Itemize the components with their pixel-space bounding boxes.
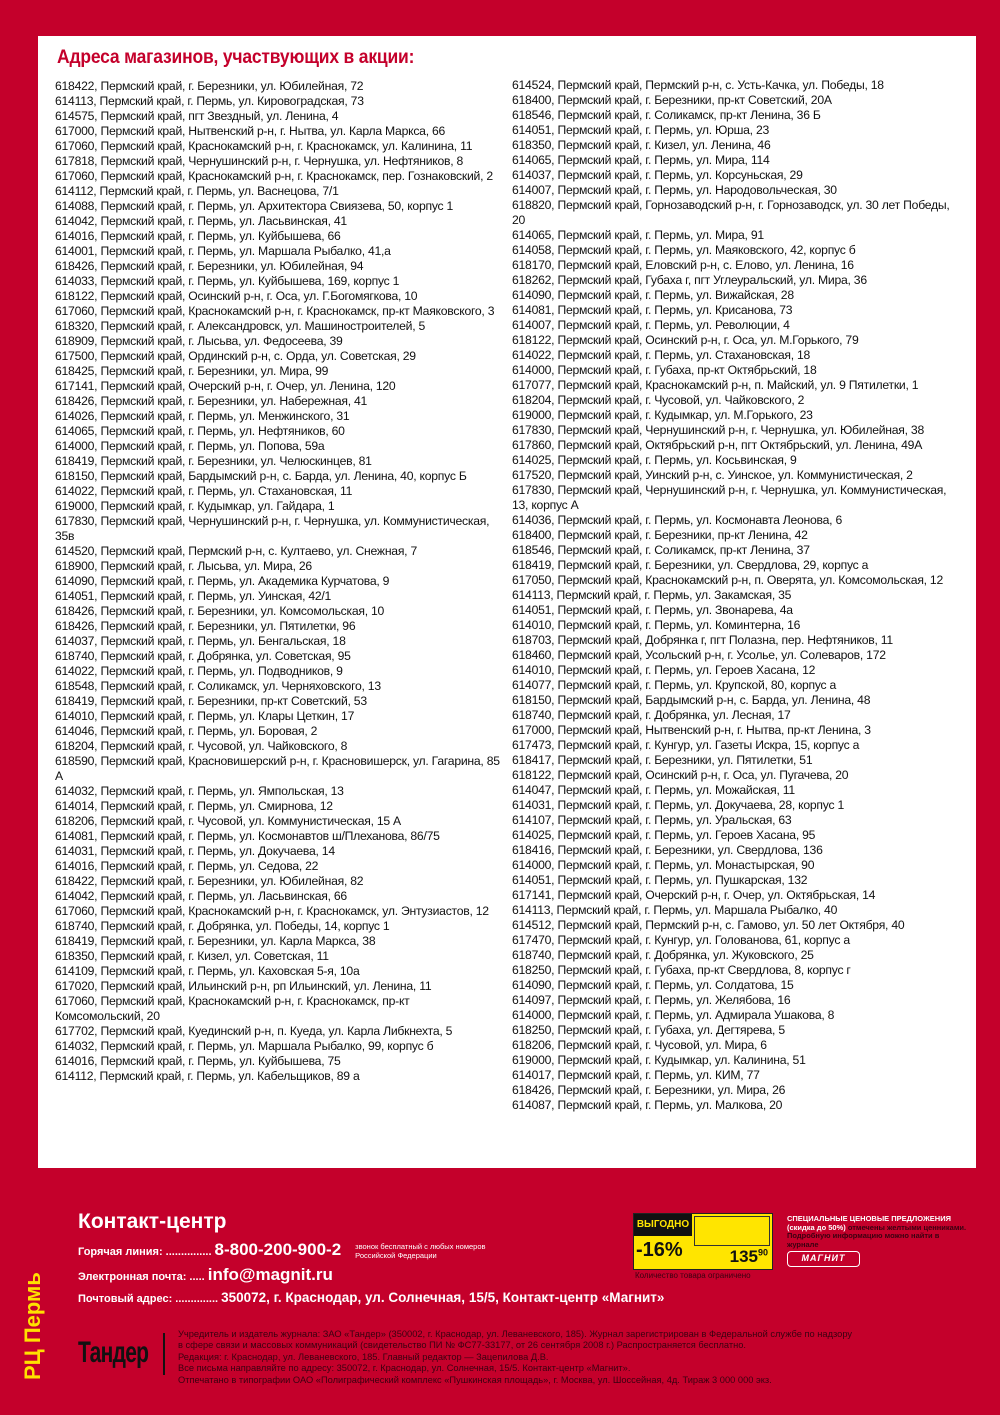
store-address: 618262, Пермский край, Губаха г, пгт Углеуральский, ул. Мира, 36 — [512, 273, 867, 287]
email-link[interactable]: info@magnit.ru — [207, 1265, 333, 1284]
region-label: РЦ Пермь — [20, 1272, 45, 1380]
store-address: 614575, Пермский край, пгт Звездный, ул. Ленина, 4 — [55, 109, 339, 123]
store-address: 618422, Пермский край, г. Березники, ул. Юбилейная, 72 — [55, 79, 364, 93]
store-address: 618204, Пермский край, г. Чусовой, ул. Чайковского, 2 — [512, 393, 805, 407]
store-address: 617520, Пермский край, Уинский р-н, с. Уинское, ул. Коммунистическая, 2 — [512, 468, 913, 482]
contact-center-title: Контакт-центр — [78, 1210, 227, 1233]
store-address: 614031, Пермский край, г. Пермь, ул. Докучаева, 14 — [55, 844, 335, 858]
promo-price-main: 135 — [729, 1247, 758, 1266]
store-address: 617830, Пермский край, Чернушинский р-н, г. Чернушка, ул. Юбилейная, 38 — [512, 423, 924, 437]
store-address: 617830, Пермский край, Чернушинский р-н, г. Чернушка, ул. Коммунистическая, 35в — [55, 514, 490, 543]
store-address: 617000, Пермский край, Нытвенский р-н, г. Нытва, ул. Карла Маркса, 66 — [55, 124, 446, 138]
store-address: 618426, Пермский край, г. Березники, ул. Пятилетки, 96 — [55, 619, 356, 633]
store-address: 617141, Пермский край, Очерский р-н, г. Очер, ул. Октябрьская, 14 — [512, 888, 876, 902]
promo-caption: Количество товара ограничено — [635, 1271, 751, 1280]
store-address: 618170, Пермский край, Еловский р-н, с. Елово, ул. Ленина, 16 — [512, 258, 854, 272]
store-address: 618900, Пермский край, г. Лысьва, ул. Мира, 26 — [55, 559, 312, 573]
store-address: 614010, Пермский край, г. Пермь, ул. Клары Цеткин, 17 — [55, 709, 355, 723]
hotline-row — [78, 1240, 486, 1260]
store-address: 614065, Пермский край, г. Пермь, ул. Нефтяников, 60 — [55, 424, 345, 438]
store-address: 618546, Пермский край, г. Соликамск, пр-кт Ленина, 37 — [512, 543, 810, 557]
store-address: 614090, Пермский край, г. Пермь, ул. Академика Курчатова, 9 — [55, 574, 390, 588]
promo-badge: ВЫГОДНО — [634, 1214, 692, 1236]
store-address: 614014, Пермский край, г. Пермь, ул. Смирнова, 12 — [55, 799, 333, 813]
magnit-logo: МАГНИТ — [787, 1251, 860, 1267]
store-address: 614113, Пермский край, г. Пермь, ул. Кировоградская, 73 — [55, 94, 364, 108]
legal-imprint — [178, 1329, 852, 1386]
store-address: 618122, Пермский край, Осинский р-н, г. Оса, ул. М.Горького, 79 — [512, 333, 859, 347]
store-address: 619000, Пермский край, г. Кудымкар, ул. М.Горького, 23 — [512, 408, 813, 422]
price-tag-example — [633, 1213, 773, 1270]
hotline-label: Горячая линия: ............... — [78, 1246, 212, 1258]
store-address: 614010, Пермский край, г. Пермь, ул. Героев Хасана, 12 — [512, 663, 816, 677]
store-address: 614107, Пермский край, г. Пермь, ул. Уральская, 63 — [512, 813, 792, 827]
legal-line: Все письма направляйте по адресу: 350072, г. Краснодар, ул. Солнечная, 15/5. Контакт-центр «Магнит». — [178, 1363, 631, 1374]
email-row — [78, 1265, 333, 1285]
store-address: 618546, Пермский край, г. Соликамск, пр-кт Ленина, 36 Б — [512, 108, 821, 122]
store-address: 614016, Пермский край, г. Пермь, ул. Куйбышева, 66 — [55, 229, 341, 243]
store-address: 617020, Пермский край, Ильинский р-н, рп Ильинский, ул. Ленина, 11 — [55, 979, 432, 993]
store-address: 618419, Пермский край, г. Березники, пр-кт Советский, 53 — [55, 694, 367, 708]
store-address: 618426, Пермский край, г. Березники, ул. Набережная, 41 — [55, 394, 368, 408]
store-address: 614000, Пермский край, г. Губаха, пр-кт Октябрьский, 18 — [512, 363, 817, 377]
store-address: 614007, Пермский край, г. Пермь, ул. Революции, 4 — [512, 318, 790, 332]
logo-divider — [163, 1333, 165, 1375]
hotline-note-2: Российской Федерации — [355, 1250, 437, 1260]
store-address: 617141, Пермский край, Очерский р-н, г. Очер, ул. Ленина, 120 — [55, 379, 396, 393]
store-address: 614037, Пермский край, г. Пермь, ул. Бенгальская, 18 — [55, 634, 346, 648]
page-title: Адреса магазинов, участвующих в акции: — [57, 47, 415, 68]
store-address: 617060, Пермский край, Краснокамский р-н, г. Краснокамск, пр-кт Маяковского, 3 — [55, 304, 495, 318]
store-address: 618250, Пермский край, г. Губаха, ул. Дегтярева, 5 — [512, 1023, 785, 1037]
promo-price — [730, 1247, 768, 1267]
store-address: 614051, Пермский край, г. Пермь, ул. Звонарева, 4а — [512, 603, 793, 617]
store-address: 614001, Пермский край, г. Пермь, ул. Маршала Рыбалко, 41,а — [55, 244, 391, 258]
store-address: 618150, Пермский край, Бардымский р-н, с. Барда, ул. Ленина, 48 — [512, 693, 871, 707]
hotline-note-1: звонок бесплатный с любых номеров — [355, 1241, 486, 1251]
store-address: 618909, Пермский край, г. Лысьва, ул. Федосеева, 39 — [55, 334, 343, 348]
store-address: 614081, Пермский край, г. Пермь, ул. Космонавтов ш/Плеханова, 86/75 — [55, 829, 440, 843]
store-address: 614031, Пермский край, г. Пермь, ул. Докучаева, 28, корпус 1 — [512, 798, 844, 812]
store-address: 617000, Пермский край, Нытвенский р-н, г. Нытва, пр-кт Ленина, 3 — [512, 723, 871, 737]
store-address: 619000, Пермский край, г. Кудымкар, ул. Гайдара, 1 — [55, 499, 335, 513]
store-address: 614112, Пермский край, г. Пермь, ул. Васнецова, 7/1 — [55, 184, 339, 198]
store-address: 618350, Пермский край, г. Кизел, ул. Ленина, 46 — [512, 138, 771, 152]
store-address: 614000, Пермский край, г. Пермь, ул. Монастырская, 90 — [512, 858, 815, 872]
store-address: 614033, Пермский край, г. Пермь, ул. Куйбышева, 169, корпус 1 — [55, 274, 400, 288]
store-address: 614090, Пермский край, г. Пермь, ул. Вижайская, 28 — [512, 288, 794, 302]
store-address: 617060, Пермский край, Краснокамский р-н, г. Краснокамск, ул. Энтузиастов, 12 — [55, 904, 489, 918]
post-row — [78, 1289, 664, 1307]
store-address: 614113, Пермский край, г. Пермь, ул. Закамская, 35 — [512, 588, 792, 602]
store-address: 617830, Пермский край, Чернушинский р-н, г. Чернушка, ул. Коммунистическая, 13, корпус А — [512, 483, 947, 512]
store-address: 618204, Пермский край, г. Чусовой, ул. Чайковского, 8 — [55, 739, 348, 753]
store-address: 614036, Пермский край, г. Пермь, ул. Космонавта Леонова, 6 — [512, 513, 842, 527]
store-address: 614058, Пермский край, г. Пермь, ул. Маяковского, 42, корпус б — [512, 243, 856, 257]
store-address: 618419, Пермский край, г. Березники, ул. Челюскинцев, 81 — [55, 454, 372, 468]
store-address: 617473, Пермский край, г. Кунгур, ул. Газеты Искра, 15, корпус а — [512, 738, 860, 752]
promo-product-box — [694, 1216, 770, 1246]
store-address: 618122, Пермский край, Осинский р-н, г. Оса, ул. Г.Богомягкова, 10 — [55, 289, 418, 303]
special-discount: (скидка до 50%) — [787, 1222, 846, 1232]
store-address: 618419, Пермский край, г. Березники, ул. Карла Маркса, 38 — [55, 934, 376, 948]
store-address: 614065, Пермский край, г. Пермь, ул. Мира, 91 — [512, 228, 764, 242]
store-address: 614025, Пермский край, г. Пермь, ул. Героев Хасана, 95 — [512, 828, 816, 842]
store-address: 617500, Пермский край, Ординский р-н, с. Орда, ул. Советская, 29 — [55, 349, 416, 363]
store-address: 614042, Пермский край, г. Пермь, ул. Ласьвинская, 66 — [55, 889, 347, 903]
store-address: 618250, Пермский край, г. Губаха, пр-кт Свердлова, 8, корпус г — [512, 963, 851, 977]
store-address: 618419, Пермский край, г. Березники, ул. Свердлова, 29, корпус а — [512, 558, 869, 572]
store-address: 614051, Пермский край, г. Пермь, ул. Уинская, 42/1 — [55, 589, 332, 603]
store-address: 614520, Пермский край, Пермский р-н, с. Култаево, ул. Снежная, 7 — [55, 544, 417, 558]
store-address: 614032, Пермский край, г. Пермь, ул. Маршала Рыбалко, 99, корпус б — [55, 1039, 434, 1053]
store-address: 614010, Пермский край, г. Пермь, ул. Коминтерна, 16 — [512, 618, 801, 632]
store-address: 614000, Пермский край, г. Пермь, ул. Адмирала Ушакова, 8 — [512, 1008, 835, 1022]
store-address: 614022, Пермский край, г. Пермь, ул. Стахановская, 11 — [55, 484, 353, 498]
store-address: 619000, Пермский край, г. Кудымкар, ул. Калинина, 51 — [512, 1053, 806, 1067]
store-address: 617060, Пермский край, Краснокамский р-н, г. Краснокамск, пер. Гознаковский, 2 — [55, 169, 493, 183]
address-list-left — [55, 79, 500, 1084]
store-address: 614113, Пермский край, г. Пермь, ул. Маршала Рыбалко, 40 — [512, 903, 838, 917]
store-address: 618740, Пермский край, г. Добрянка, ул. Лесная, 17 — [512, 708, 791, 722]
store-address: 618740, Пермский край, г. Добрянка, ул. Жуковского, 25 — [512, 948, 814, 962]
store-address: 614065, Пермский край, г. Пермь, ул. Мира, 114 — [512, 153, 770, 167]
store-address: 618206, Пермский край, г. Чусовой, ул. Мира, 6 — [512, 1038, 767, 1052]
store-address: 614017, Пермский край, г. Пермь, ул. КИМ, 77 — [512, 1068, 760, 1082]
store-address: 618590, Пермский край, Красновишерский р-н, г. Красновишерск, ул. Гагарина, 85 А — [55, 754, 500, 783]
store-address: 618426, Пермский край, г. Березники, ул. Юбилейная, 94 — [55, 259, 364, 273]
store-address: 617077, Пермский край, Краснокамский р-н, п. Майский, ул. 9 Пятилетки, 1 — [512, 378, 919, 392]
store-address: 614112, Пермский край, г. Пермь, ул. Кабельщиков, 89 а — [55, 1069, 360, 1083]
store-address: 614512, Пермский край, Пермский р-н, с. Гамово, ул. 50 лет Октября, 40 — [512, 918, 905, 932]
legal-line: Учредитель и издатель журнала: ЗАО «Тандер» (350002, г. Краснодар, ул. Леваневского, 185). Журнал зарегистрирован в Федеральной службе по надзору — [178, 1329, 853, 1339]
legal-line: Отпечатано в типографии ОАО «Полиграфический комплекс «Пушкинская площадь», г. Москва, ул. Шоссейная, 4д. Тираж 3 000 000 экз. — [178, 1374, 772, 1385]
special-heading: СПЕЦИАЛЬНЫЕ ЦЕНОВЫЕ ПРЕДЛОЖЕНИЯ — [787, 1214, 951, 1223]
store-address: 614524, Пермский край, Пермский р-н, с. Усть-Качка, ул. Победы, 18 — [512, 78, 884, 92]
store-address: 618740, Пермский край, г. Добрянка, ул. Победы, 14, корпус 1 — [55, 919, 390, 933]
store-address: 614025, Пермский край, г. Пермь, ул. Косьвинская, 9 — [512, 453, 797, 467]
store-address: 614097, Пермский край, г. Пермь, ул. Желябова, 16 — [512, 993, 791, 1007]
store-address: 618206, Пермский край, г. Чусовой, ул. Коммунистическая, 15 А — [55, 814, 401, 828]
store-address: 614000, Пермский край, г. Пермь, ул. Попова, 59а — [55, 439, 325, 453]
store-address: 618320, Пермский край, г. Александровск, ул. Машиностроителей, 5 — [55, 319, 426, 333]
post-label: Почтовый адрес: .............. — [78, 1293, 219, 1305]
store-address: 614016, Пермский край, г. Пермь, ул. Куйбышева, 75 — [55, 1054, 341, 1068]
store-address: 614022, Пермский край, г. Пермь, ул. Стахановская, 18 — [512, 348, 811, 362]
special-description: отмечены желтыми ценниками. Подробную информацию можно найти в журнале — [787, 1222, 967, 1249]
store-address: 617702, Пермский край, Куединский р-н, п. Куеда, ул. Карла Либкнехта, 5 — [55, 1024, 453, 1038]
store-address: 614087, Пермский край, г. Пермь, ул. Малкова, 20 — [512, 1098, 783, 1112]
post-address: 350072, г. Краснодар, ул. Солнечная, 15/5, Контакт-центр «Магнит» — [221, 1290, 665, 1305]
address-list-right — [512, 78, 957, 1113]
store-address: 618460, Пермский край, Усольский р-н, г. Усолье, ул. Солеваров, 172 — [512, 648, 886, 662]
store-address: 617060, Пермский край, Краснокамский р-н, г. Краснокамск, ул. Калинина, 11 — [55, 139, 473, 153]
store-address: 614026, Пермский край, г. Пермь, ул. Менжинского, 31 — [55, 409, 350, 423]
store-address: 614109, Пермский край, г. Пермь, ул. Каховская 5-я, 10а — [55, 964, 360, 978]
special-offers-text — [787, 1215, 972, 1249]
store-address: 618426, Пермский край, г. Березники, ул. Комсомольская, 10 — [55, 604, 385, 618]
store-address: 617050, Пермский край, Краснокамский р-н, п. Оверята, ул. Комсомольская, 12 — [512, 573, 943, 587]
store-address: 617470, Пермский край, г. Кунгур, ул. Голованова, 61, корпус а — [512, 933, 850, 947]
store-address: 614016, Пермский край, г. Пермь, ул. Седова, 22 — [55, 859, 319, 873]
store-address: 614047, Пермский край, г. Пермь, ул. Можайская, 11 — [512, 783, 795, 797]
store-address: 614007, Пермский край, г. Пермь, ул. Народовольческая, 30 — [512, 183, 837, 197]
store-address: 618426, Пермский край, г. Березники, ул. Мира, 26 — [512, 1083, 786, 1097]
store-address: 618703, Пермский край, Добрянка г, пгт Полазна, пер. Нефтяников, 11 — [512, 633, 893, 647]
store-address: 614032, Пермский край, г. Пермь, ул. Ямпольская, 13 — [55, 784, 344, 798]
tander-logo: Тандер — [78, 1336, 149, 1369]
store-address: 614088, Пермский край, г. Пермь, ул. Архитектора Свиязева, 50, корпус 1 — [55, 199, 454, 213]
store-address: 618122, Пермский край, Осинский р-н, г. Оса, ул. Пугачева, 20 — [512, 768, 849, 782]
store-address: 614037, Пермский край, г. Пермь, ул. Корсуньская, 29 — [512, 168, 803, 182]
store-address: 614046, Пермский край, г. Пермь, ул. Боровая, 2 — [55, 724, 318, 738]
store-address: 617060, Пермский край, Краснокамский р-н, г. Краснокамск, пр-кт Комсомольский, 20 — [55, 994, 410, 1023]
promo-discount: -16% — [636, 1239, 683, 1261]
store-address: 618400, Пермский край, г. Березники, пр-кт Ленина, 42 — [512, 528, 808, 542]
hotline-note — [355, 1242, 485, 1260]
store-address: 618548, Пермский край, г. Соликамск, ул. Черняховского, 13 — [55, 679, 381, 693]
promo-price-cents: 90 — [757, 1247, 768, 1258]
legal-line: Редакция: г. Краснодар, ул. Леваневского, 185. Главный редактор — Зацепилова Д.В. — [178, 1351, 549, 1362]
store-address: 614051, Пермский край, г. Пермь, ул. Пушкарская, 132 — [512, 873, 808, 887]
email-label: Электронная почта: ..... — [78, 1271, 205, 1283]
store-address: 618425, Пермский край, г. Березники, ул. Мира, 99 — [55, 364, 329, 378]
store-address: 617818, Пермский край, Чернушинский р-н, г. Чернушка, ул. Нефтяников, 8 — [55, 154, 464, 168]
hotline-number[interactable]: 8-800-200-900-2 — [214, 1240, 342, 1259]
store-address: 614081, Пермский край, г. Пермь, ул. Крисанова, 73 — [512, 303, 793, 317]
store-address: 618150, Пермский край, Бардымский р-н, с. Барда, ул. Ленина, 40, корпус Б — [55, 469, 467, 483]
store-address: 618350, Пермский край, г. Кизел, ул. Советская, 11 — [55, 949, 329, 963]
legal-line: в сфере связи и массовых коммуникаций (свидетельство ПИ № ФС77-33177, от 26 сентября 2008 г.) Распространяется бесплатно. — [178, 1340, 747, 1351]
store-address: 614022, Пермский край, г. Пермь, ул. Подводников, 9 — [55, 664, 343, 678]
store-address: 614051, Пермский край, г. Пермь, ул. Юрша, 23 — [512, 123, 770, 137]
store-address: 614042, Пермский край, г. Пермь, ул. Ласьвинская, 41 — [55, 214, 347, 228]
store-address: 614077, Пермский край, г. Пермь, ул. Крупской, 80, корпус а — [512, 678, 837, 692]
store-address: 618416, Пермский край, г. Березники, ул. Свердлова, 136 — [512, 843, 823, 857]
store-address: 618820, Пермский край, Горнозаводский р-н, г. Горнозаводск, ул. 30 лет Победы, 20 — [512, 198, 950, 227]
store-address: 614090, Пермский край, г. Пермь, ул. Солдатова, 15 — [512, 978, 794, 992]
store-address: 618740, Пермский край, г. Добрянка, ул. Советская, 95 — [55, 649, 351, 663]
store-address: 618417, Пермский край, г. Березники, ул. Пятилетки, 51 — [512, 753, 813, 767]
store-address: 618422, Пермский край, г. Березники, ул. Юбилейная, 82 — [55, 874, 364, 888]
store-address: 617860, Пермский край, Октябрьский р-н, пгт Октябрьский, ул. Ленина, 49А — [512, 438, 923, 452]
store-address: 618400, Пермский край, г. Березники, пр-кт Советский, 20А — [512, 93, 832, 107]
